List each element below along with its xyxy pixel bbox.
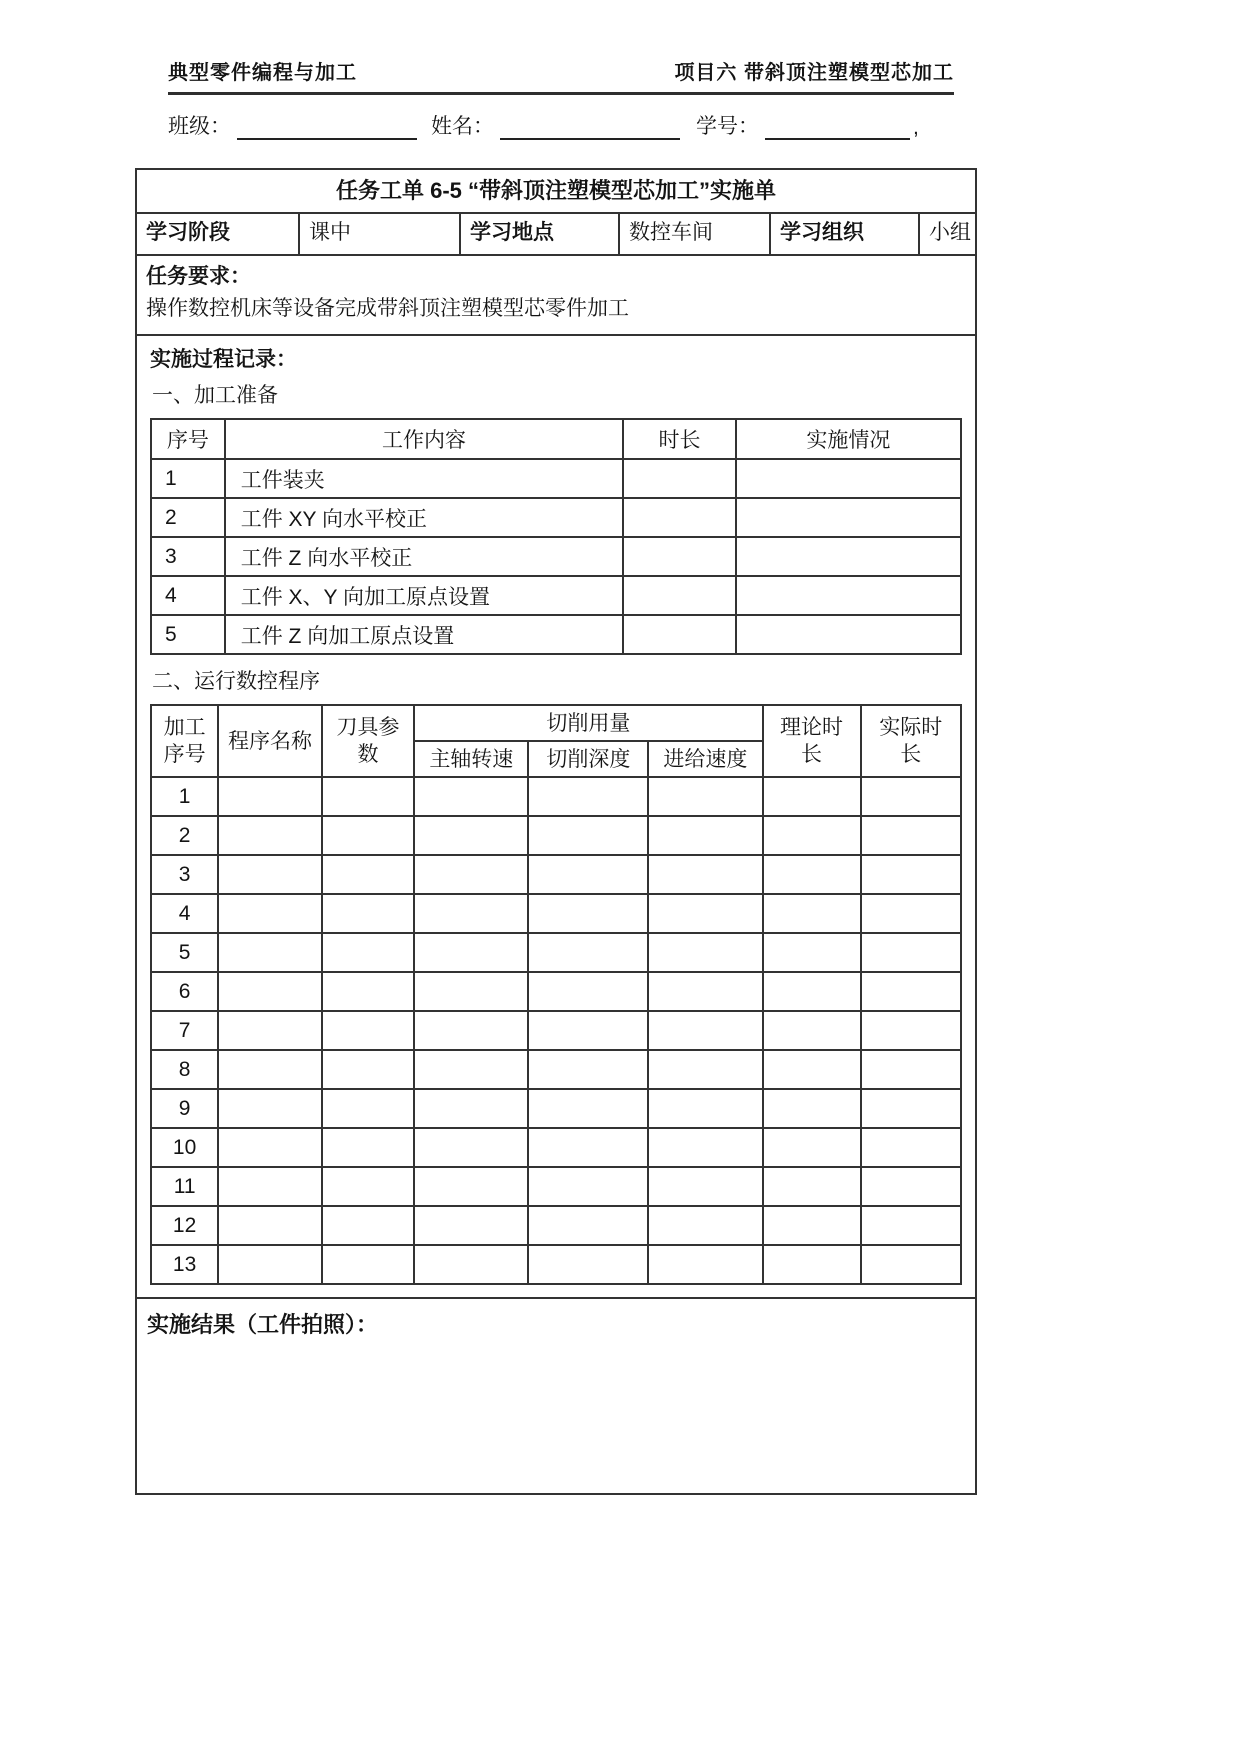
prog-row-no: 7 (151, 1011, 218, 1050)
feed-rate-cell[interactable] (648, 816, 762, 855)
table-row (151, 933, 961, 972)
feed-rate-cell[interactable] (648, 1167, 762, 1206)
cut-depth-cell[interactable] (528, 972, 648, 1011)
feed-rate-cell[interactable] (648, 855, 762, 894)
info-row (137, 214, 975, 256)
prep-row-no: 4 (151, 576, 225, 615)
tool-param-cell[interactable] (322, 933, 414, 972)
table-row (151, 537, 961, 576)
table-row (151, 1245, 961, 1284)
study-stage-label: 学习阶段 (137, 214, 300, 254)
prep-status-cell[interactable] (736, 459, 961, 498)
prog-col-theory-line2: 长 (801, 743, 822, 766)
theory-time-cell[interactable] (763, 1050, 861, 1089)
spindle-speed-cell[interactable] (414, 933, 528, 972)
program-table (150, 704, 962, 1285)
tool-param-cell[interactable] (322, 1128, 414, 1167)
actual-time-cell[interactable] (861, 1050, 962, 1089)
tool-param-cell[interactable] (322, 1206, 414, 1245)
actual-time-cell[interactable] (861, 933, 962, 972)
actual-time-cell[interactable] (861, 1089, 962, 1128)
tool-param-cell[interactable] (322, 972, 414, 1011)
section2-title: 二、运行数控程序 (152, 670, 320, 693)
theory-time-cell[interactable] (763, 1167, 861, 1206)
result-cell (137, 1299, 975, 1493)
feed-rate-cell[interactable] (648, 1050, 762, 1089)
spindle-speed-cell[interactable] (414, 1167, 528, 1206)
prog-col-theory (763, 705, 861, 777)
theory-time-cell[interactable] (763, 1245, 861, 1284)
spindle-speed-cell[interactable] (414, 894, 528, 933)
prep-row-no: 3 (151, 537, 225, 576)
cut-depth-cell[interactable] (528, 777, 648, 816)
prog-col-tool-line1: 刀具参 (336, 716, 400, 739)
cut-depth-cell[interactable] (528, 1089, 648, 1128)
actual-time-cell[interactable] (861, 1167, 962, 1206)
prog-row-no: 3 (151, 855, 218, 894)
spindle-speed-cell[interactable] (414, 777, 528, 816)
cut-depth-cell[interactable] (528, 1128, 648, 1167)
program-name-cell[interactable] (218, 1206, 322, 1245)
prep-col-no: 序号 (151, 419, 225, 459)
actual-time-cell[interactable] (861, 894, 962, 933)
tool-param-cell[interactable] (322, 1050, 414, 1089)
student-info-line (168, 110, 919, 140)
table-row (151, 615, 961, 654)
tool-param-cell[interactable] (322, 894, 414, 933)
class-label: 班级： (168, 115, 231, 138)
table-row (151, 1167, 961, 1206)
feed-rate-cell[interactable] (648, 1089, 762, 1128)
prog-col-seq-line2: 序号 (163, 743, 206, 766)
spindle-speed-cell[interactable] (414, 1050, 528, 1089)
name-label: 姓名： (431, 115, 494, 138)
process-record-cell (137, 336, 975, 1299)
prog-row-no: 11 (151, 1167, 218, 1206)
program-name-cell[interactable] (218, 855, 322, 894)
table-row (151, 816, 961, 855)
spindle-speed-cell[interactable] (414, 972, 528, 1011)
spindle-speed-cell[interactable] (414, 1206, 528, 1245)
spindle-speed-cell[interactable] (414, 1128, 528, 1167)
program-name-cell[interactable] (218, 1011, 322, 1050)
cut-depth-cell[interactable] (528, 933, 648, 972)
actual-time-cell[interactable] (861, 855, 962, 894)
table-row (151, 777, 961, 816)
tool-param-cell[interactable] (322, 1011, 414, 1050)
prog-col-actual-line1: 实际时 (879, 716, 943, 739)
table-row (151, 576, 961, 615)
prep-col-content: 工作内容 (225, 419, 624, 459)
spindle-speed-cell[interactable] (414, 816, 528, 855)
table-row (151, 1089, 961, 1128)
actual-time-cell[interactable] (861, 777, 962, 816)
prog-row-no: 13 (151, 1245, 218, 1284)
prog-row-no: 9 (151, 1089, 218, 1128)
study-place-value: 数控车间 (620, 214, 771, 254)
student-id-label: 学号： (696, 115, 759, 138)
prog-col-theory-line1: 理论时 (780, 716, 843, 739)
form-title: 任务工单 6-5 “带斜顶注塑模型芯加工”实施单 (137, 170, 975, 214)
prog-row-no: 4 (151, 894, 218, 933)
prep-row-content: 工件 XY 向水平校正 (225, 498, 624, 537)
spindle-speed-cell[interactable] (414, 1011, 528, 1050)
study-org-value: 小组 (929, 221, 971, 244)
prog-col-program: 程序名称 (218, 705, 322, 777)
prep-col-duration: 时长 (623, 419, 736, 459)
study-place-label: 学习地点 (461, 214, 620, 254)
table-row (151, 972, 961, 1011)
task-requirement-text: 操作数控机床等设备完成带斜顶注塑模型芯零件加工 (146, 297, 629, 320)
actual-time-cell[interactable] (861, 972, 962, 1011)
prep-row-no: 1 (151, 459, 225, 498)
actual-time-cell[interactable] (861, 1128, 962, 1167)
prep-table (150, 418, 962, 655)
program-name-cell[interactable] (218, 933, 322, 972)
program-name-cell[interactable] (218, 1089, 322, 1128)
table-row (151, 1128, 961, 1167)
prog-col-tool-line2: 数 (357, 743, 379, 766)
cut-depth-cell[interactable] (528, 855, 648, 894)
name-blank-field[interactable] (500, 112, 680, 140)
process-record-label: 实施过程记录： (150, 348, 297, 371)
prog-row-no: 8 (151, 1050, 218, 1089)
study-org-label: 学习组织 (771, 214, 920, 254)
prep-row-content: 工件装夹 (225, 459, 624, 498)
prog-col-seq-line1: 加工 (163, 716, 206, 739)
feed-rate-cell[interactable] (648, 894, 762, 933)
prog-row-no: 6 (151, 972, 218, 1011)
theory-time-cell[interactable] (763, 933, 861, 972)
task-worksheet (135, 168, 977, 1495)
theory-time-cell[interactable] (763, 816, 861, 855)
trailing-comma: , (913, 116, 919, 139)
program-name-cell[interactable] (218, 777, 322, 816)
actual-time-cell[interactable] (861, 1011, 962, 1050)
theory-time-cell[interactable] (763, 855, 861, 894)
cut-depth-cell[interactable] (528, 816, 648, 855)
prep-row-content: 工件 X、Y 向加工原点设置 (225, 576, 624, 615)
task-requirement-cell (137, 256, 975, 336)
tool-param-cell[interactable] (322, 816, 414, 855)
table-row (151, 855, 961, 894)
prep-duration-cell[interactable] (623, 537, 736, 576)
theory-time-cell[interactable] (763, 1128, 861, 1167)
program-name-cell[interactable] (218, 816, 322, 855)
result-label: 实施结果（工件拍照）： (147, 1312, 379, 1337)
tool-param-cell[interactable] (322, 777, 414, 816)
study-stage-value: 课中 (300, 214, 461, 254)
prep-duration-cell[interactable] (623, 459, 736, 498)
cut-depth-cell[interactable] (528, 1245, 648, 1284)
tool-param-cell[interactable] (322, 1089, 414, 1128)
prep-duration-cell[interactable] (623, 498, 736, 537)
prep-header-row (151, 419, 961, 459)
table-row (151, 459, 961, 498)
prog-col-actual (861, 705, 962, 777)
spindle-speed-cell[interactable] (414, 1245, 528, 1284)
tool-param-cell[interactable] (322, 855, 414, 894)
cut-depth-cell[interactable] (528, 1050, 648, 1089)
header-left-title: 典型零件编程与加工 (168, 62, 357, 84)
feed-rate-cell[interactable] (648, 1128, 762, 1167)
running-header (168, 56, 954, 95)
prep-row-content: 工件 Z 向水平校正 (225, 537, 624, 576)
prog-col-spindle: 主轴转速 (414, 741, 528, 777)
theory-time-cell[interactable] (763, 972, 861, 1011)
theory-time-cell[interactable] (763, 1206, 861, 1245)
program-name-cell[interactable] (218, 972, 322, 1011)
table-row (151, 498, 961, 537)
program-name-cell[interactable] (218, 1128, 322, 1167)
cut-depth-cell[interactable] (528, 1206, 648, 1245)
prog-col-cutting: 切削用量 (414, 705, 762, 741)
prog-col-tool (322, 705, 414, 777)
feed-rate-cell[interactable] (648, 972, 762, 1011)
table-row (151, 1011, 961, 1050)
prep-row-no: 5 (151, 615, 225, 654)
prog-col-actual-line2: 长 (900, 743, 922, 766)
prog-row-no: 12 (151, 1206, 218, 1245)
prep-duration-cell[interactable] (623, 615, 736, 654)
spindle-speed-cell[interactable] (414, 855, 528, 894)
feed-rate-cell[interactable] (648, 1206, 762, 1245)
header-right-title: 项目六 带斜顶注塑模型芯加工 (674, 62, 954, 84)
prep-duration-cell[interactable] (623, 576, 736, 615)
table-row (151, 894, 961, 933)
prog-col-depth: 切削深度 (528, 741, 648, 777)
tool-param-cell[interactable] (322, 1245, 414, 1284)
prep-row-no: 2 (151, 498, 225, 537)
theory-time-cell[interactable] (763, 1011, 861, 1050)
cut-depth-cell[interactable] (528, 1011, 648, 1050)
actual-time-cell[interactable] (861, 1206, 962, 1245)
tool-param-cell[interactable] (322, 1167, 414, 1206)
prog-header-row-1 (151, 705, 961, 741)
section1-title: 一、加工准备 (152, 384, 278, 407)
table-row (151, 1050, 961, 1089)
program-name-cell[interactable] (218, 1167, 322, 1206)
feed-rate-cell[interactable] (648, 933, 762, 972)
prep-status-cell[interactable] (736, 498, 961, 537)
prog-row-no: 5 (151, 933, 218, 972)
prog-col-seq (151, 705, 218, 777)
program-name-cell[interactable] (218, 1050, 322, 1089)
prep-col-status: 实施情况 (736, 419, 961, 459)
prog-row-no: 2 (151, 816, 218, 855)
theory-time-cell[interactable] (763, 1089, 861, 1128)
prep-row-content: 工件 Z 向加工原点设置 (225, 615, 624, 654)
feed-rate-cell[interactable] (648, 777, 762, 816)
table-row (151, 1206, 961, 1245)
program-name-cell[interactable] (218, 1245, 322, 1284)
student-id-blank-field[interactable] (765, 112, 910, 140)
prog-col-feed: 进给速度 (648, 741, 762, 777)
result-photo-area[interactable] (147, 1339, 965, 1459)
theory-time-cell[interactable] (763, 894, 861, 933)
cut-depth-cell[interactable] (528, 1167, 648, 1206)
cut-depth-cell[interactable] (528, 894, 648, 933)
theory-time-cell[interactable] (763, 777, 861, 816)
class-blank-field[interactable] (237, 112, 417, 140)
task-requirement-label: 任务要求： (146, 265, 251, 288)
actual-time-cell[interactable] (861, 1245, 962, 1284)
actual-time-cell[interactable] (861, 816, 962, 855)
feed-rate-cell[interactable] (648, 1245, 762, 1284)
prep-status-cell[interactable] (736, 615, 961, 654)
prog-row-no: 10 (151, 1128, 218, 1167)
feed-rate-cell[interactable] (648, 1011, 762, 1050)
prog-row-no: 1 (151, 777, 218, 816)
prep-status-cell[interactable] (736, 576, 961, 615)
prep-status-cell[interactable] (736, 537, 961, 576)
spindle-speed-cell[interactable] (414, 1089, 528, 1128)
program-name-cell[interactable] (218, 894, 322, 933)
